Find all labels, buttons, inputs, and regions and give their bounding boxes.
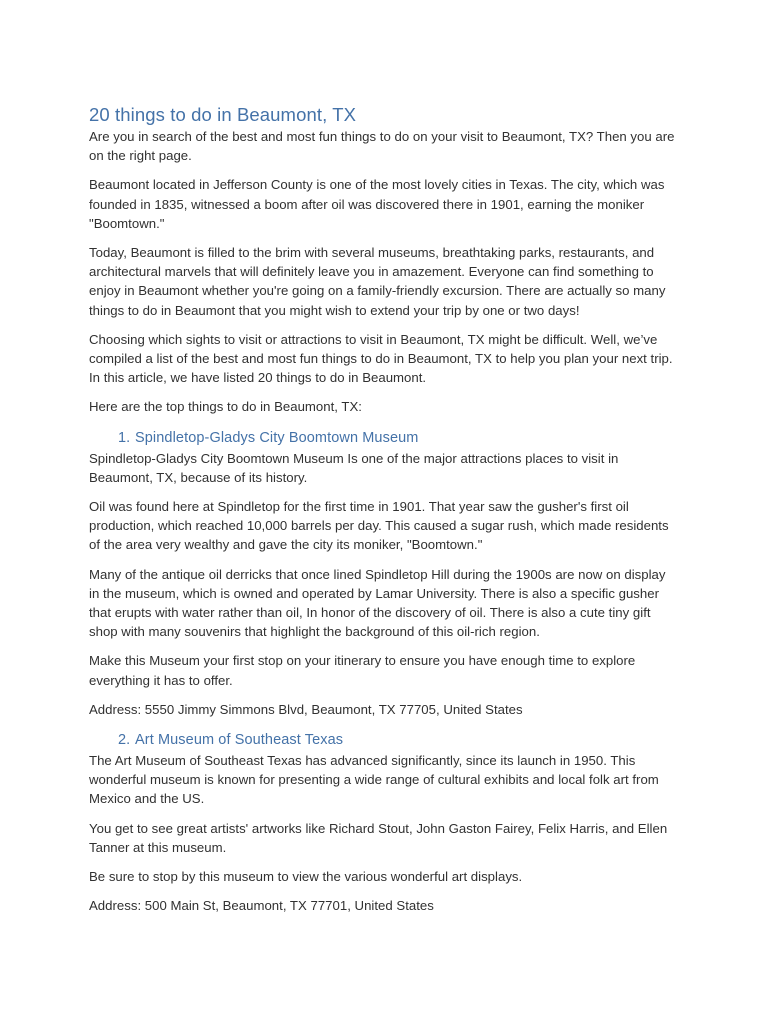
section-2-address: Address: 500 Main St, Beaumont, TX 77701, United States [89, 898, 434, 914]
section-heading-1 [89, 429, 677, 448]
section-1-paragraph-2: Oil was found here at Spindletop for the first time in 1901. That year saw the gusher's first oil production, which reached 10,000 barrels per day. This caused a sugar rush, which made residents of the area very wealthy and gave the city its moniker, "Boomtown." [89, 499, 669, 553]
page-title: 20 things to do in Beaumont, TX [89, 104, 357, 125]
section-title-1: Spindletop-Gladys City Boomtown Museum [135, 429, 419, 446]
intro-paragraph-5: Here are the top things to do in Beaumont, TX: [89, 399, 362, 415]
section-2-paragraph-1: The Art Museum of Southeast Texas has advanced significantly, since its launch in 1950. This wonderful museum is known for presenting a wide range of cultural exhibits and local folk art from Mexico and the US. [89, 753, 659, 807]
section-number-2: 2. [118, 732, 131, 749]
section-1-paragraph-3: Many of the antique oil derricks that once lined Spindletop Hill during the 1900s are now on display in the museum, which is owned and operated by Lamar University. There is also a specific gusher that erupts with water rather than oil, In honor of the discovery of oil. There is also a cute tiny gift shop with many souvenirs that highlight the background of this oil-rich region. [89, 566, 666, 640]
intro-paragraph-4: Choosing which sights to visit or attractions to visit in Beaumont, TX might be difficult. Well, we’ve compiled a list of the best and most fun things to do in Beaumont, TX to help you plan your next trip. In this article, we have listed 20 things to do in Beaumont. [89, 331, 673, 386]
section-1-address: Address: 5550 Jimmy Simmons Blvd, Beaumont, TX 77705, United States [89, 701, 523, 717]
intro-paragraph-1: Are you in search of the best and most fun things to do on your visit to Beaumont, TX? Then you are on the right page. [89, 129, 675, 164]
section-2-paragraph-2: You get to see great artists' artworks like Richard Stout, John Gaston Fairey, Felix Harris, and Ellen Tanner at this museum. [89, 820, 668, 855]
section-1-paragraph-4: Make this Museum your first stop on your itinerary to ensure you have enough time to explore everything it has to offer. [89, 653, 636, 688]
section-title-2: Art Museum of Southeast Texas [135, 732, 344, 749]
intro-paragraph-2: Beaumont located in Jefferson County is one of the most lovely cities in Texas. The city, which was founded in 1835, witnessed a boom after oil was discovered there in 1901, earning the moniker "Boomtown." [89, 177, 665, 231]
section-number-1: 1. [118, 429, 131, 446]
section-1-paragraph-1: Spindletop-Gladys City Boomtown Museum Is one of the major attractions places to visit in Beaumont, TX, because of its history. [89, 450, 619, 485]
section-2-paragraph-3: Be sure to stop by this museum to view the various wonderful art displays. [89, 869, 523, 885]
intro-paragraph-3: Today, Beaumont is filled to the brim with several museums, breathtaking parks, restaurants, and architectural marvels that will definitely leave you in amazement. Everyone can find something to enjoy in Beaumont whether you're going on a family-friendly excursion. There are actually so many things to do in Beaumont that you might wish to extend your trip by one or two days! [89, 245, 666, 318]
section-heading-2 [89, 731, 677, 750]
document-body [89, 104, 677, 926]
